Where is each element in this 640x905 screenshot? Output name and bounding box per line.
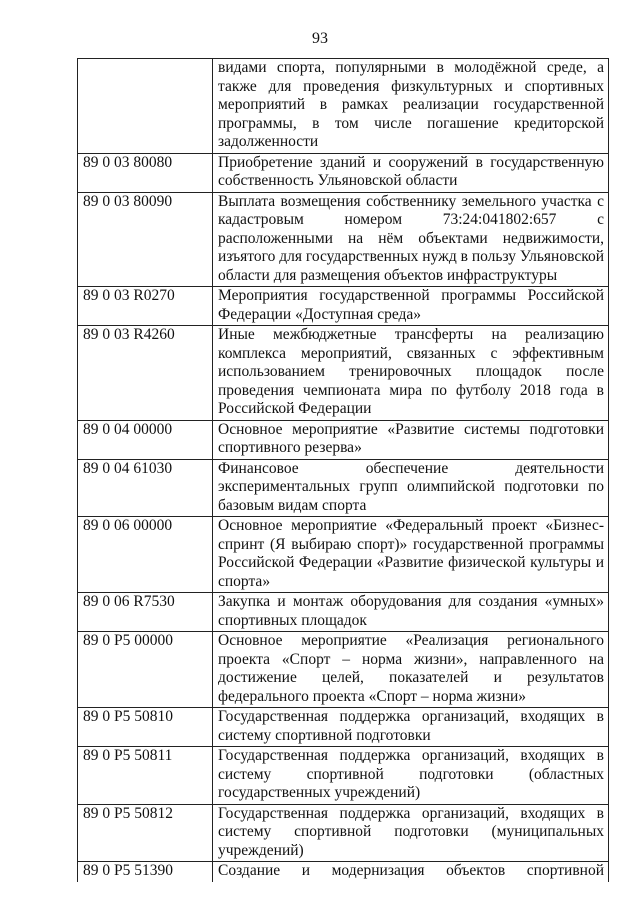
table-row bbox=[78, 326, 609, 421]
table-row bbox=[78, 593, 609, 632]
row-code: 89 0 03 80080 bbox=[78, 153, 213, 192]
row-description: видами спорта, популярными в молодёжной среде, а также для проведения физкультурных и спортивных мероприятий в рамках реализации государственной программы, в том числе погашение кредиторской задолженности bbox=[213, 59, 609, 154]
table-row bbox=[78, 632, 609, 708]
row-code: 89 0 06 R7530 bbox=[78, 593, 213, 632]
row-code: 89 0 03 R0270 bbox=[78, 287, 213, 326]
row-description: Выплата возмещения собственнику земельного участка с кадастровым номером 73:24:041802:657 с расположенными на нём объектами недвижимости, изъятого для государственных нужд в пользу Ульяновской области для размещения объектов инфраструктуры bbox=[213, 192, 609, 287]
table-row bbox=[78, 862, 609, 882]
row-description: Основное мероприятие «Развитие системы подготовки спортивного резерва» bbox=[213, 420, 609, 459]
table-row bbox=[78, 153, 609, 192]
row-code: 89 0 06 00000 bbox=[78, 517, 213, 593]
row-description: Основное мероприятие «Реализация регионального проекта «Спорт – норма жизни», направленного на достижение целей, показателей и результатов федерального проекта «Спорт – норма жизни» bbox=[213, 632, 609, 708]
row-code: 89 0 P5 50810 bbox=[78, 708, 213, 747]
row-code: 89 0 03 R4260 bbox=[78, 326, 213, 421]
row-description: Иные межбюджетные трансферты на реализацию комплекса мероприятий, связанных с эффективным использованием тренировочных площадок после проведения чемпионата мира по футболу 2018 года в Российской Федерации bbox=[213, 326, 609, 421]
row-code: 89 0 04 00000 bbox=[78, 420, 213, 459]
row-code: 89 0 04 61030 bbox=[78, 459, 213, 517]
table-row bbox=[78, 459, 609, 517]
row-description: Финансовое обеспечение деятельности экспериментальных групп олимпийской подготовки по базовым видам спорта bbox=[213, 459, 609, 517]
row-code: 89 0 P5 00000 bbox=[78, 632, 213, 708]
table-row bbox=[78, 517, 609, 593]
page-number: 93 bbox=[312, 30, 328, 47]
table-row bbox=[78, 804, 609, 862]
budget-classification-table bbox=[77, 58, 609, 882]
row-description: Государственная поддержка организаций, входящих в систему спортивной подготовки (областных государственных учреждений) bbox=[213, 747, 609, 805]
table-row bbox=[78, 747, 609, 805]
row-description: Создание и модернизация объектов спортивной bbox=[213, 862, 609, 882]
row-code bbox=[78, 59, 213, 154]
table-row bbox=[78, 420, 609, 459]
row-description: Закупка и монтаж оборудования для создания «умных» спортивных площадок bbox=[213, 593, 609, 632]
row-description: Основное мероприятие «Федеральный проект «Бизнес-спринт (Я выбираю спорт)» государственной программы Российской Федерации «Развитие физической культуры и спорта» bbox=[213, 517, 609, 593]
row-description: Государственная поддержка организаций, входящих в систему спортивной подготовки bbox=[213, 708, 609, 747]
table-row bbox=[78, 287, 609, 326]
table-row bbox=[78, 708, 609, 747]
table-row bbox=[78, 192, 609, 287]
row-code: 89 0 03 80090 bbox=[78, 192, 213, 287]
row-code: 89 0 P5 51390 bbox=[78, 862, 213, 882]
row-code: 89 0 P5 50812 bbox=[78, 804, 213, 862]
table-row bbox=[78, 59, 609, 154]
row-description: Приобретение зданий и сооружений в государственную собственность Ульяновской области bbox=[213, 153, 609, 192]
row-code: 89 0 P5 50811 bbox=[78, 747, 213, 805]
row-description: Государственная поддержка организаций, входящих в систему спортивной подготовки (муниципальных учреждений) bbox=[213, 804, 609, 862]
row-description: Мероприятия государственной программы Российской Федерации «Доступная среда» bbox=[213, 287, 609, 326]
